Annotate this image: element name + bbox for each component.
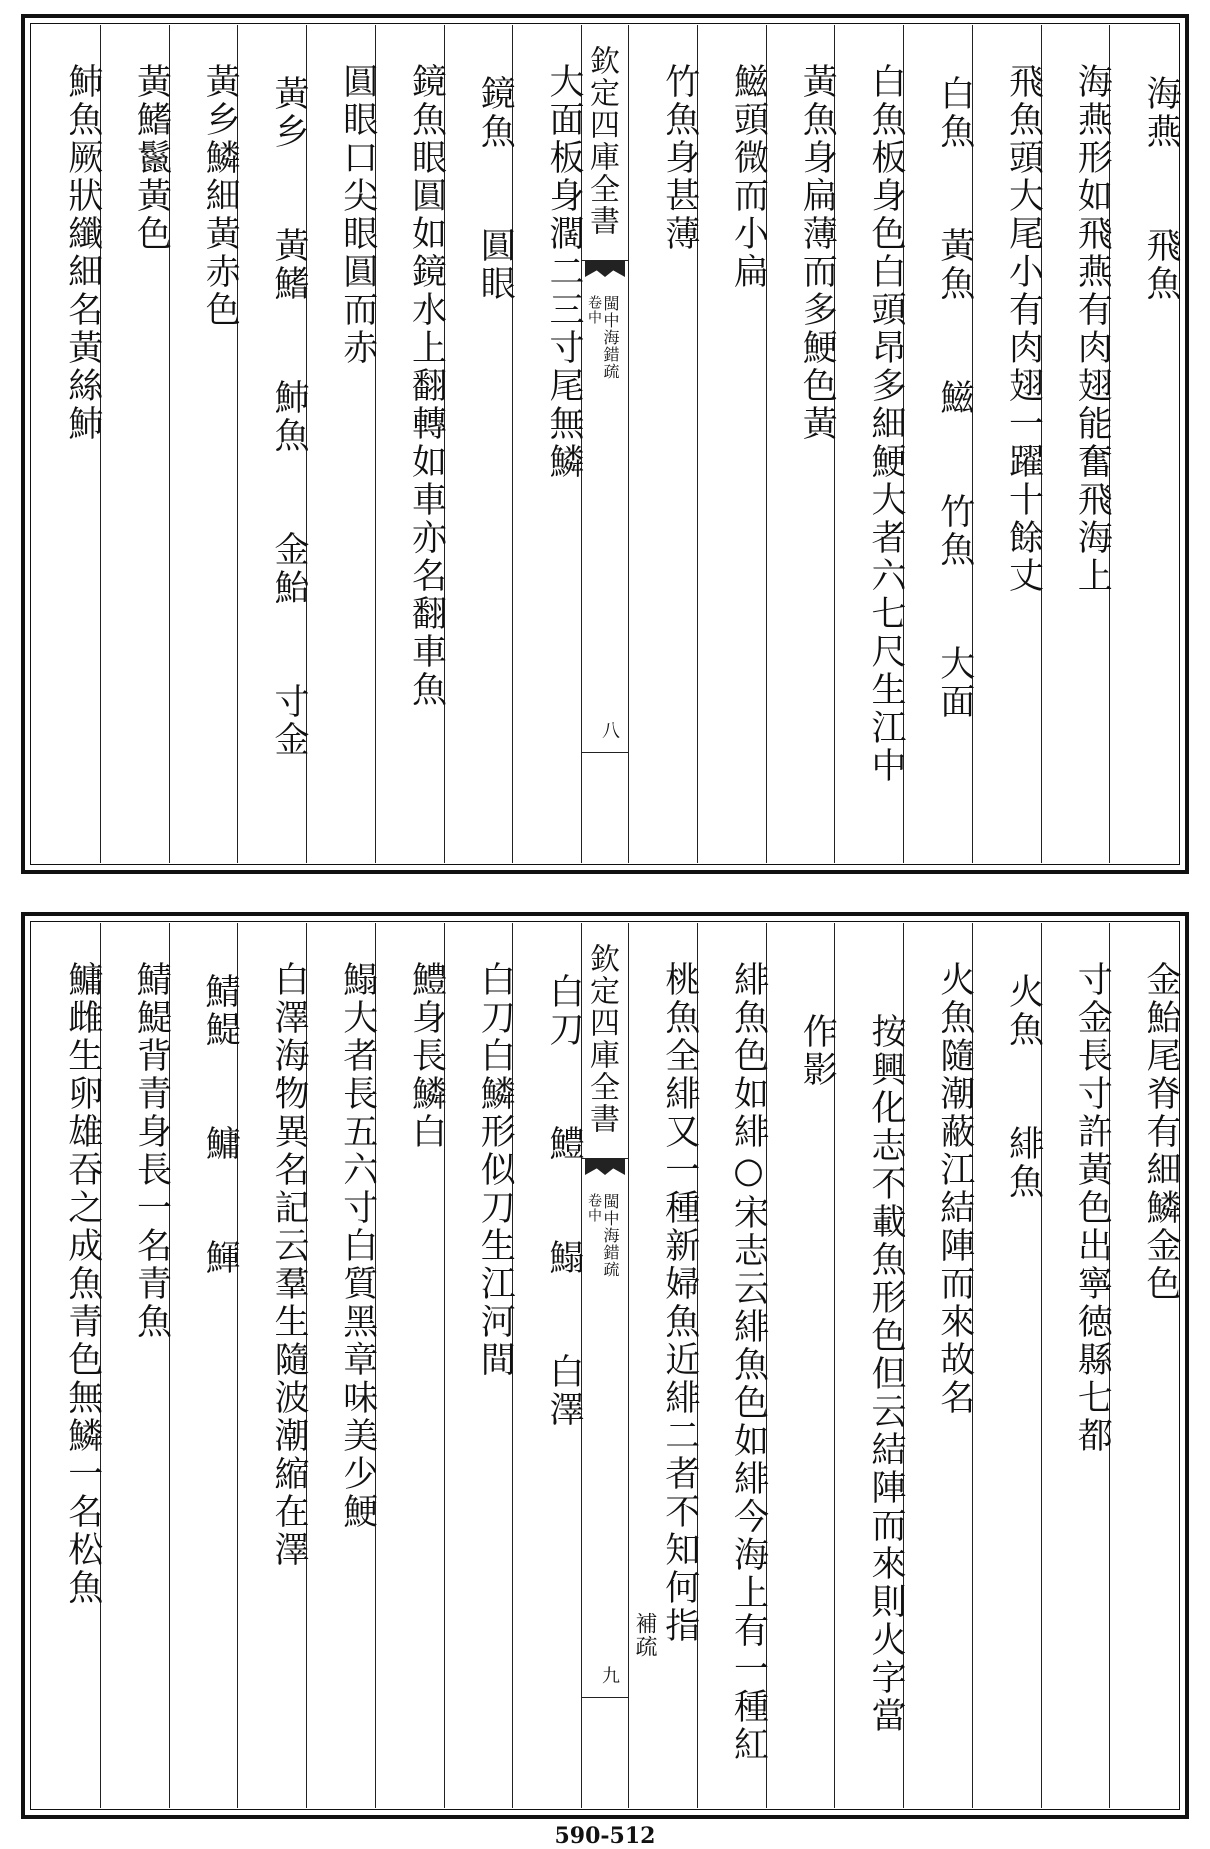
- book-title: 欽定四庫全書: [584, 45, 619, 237]
- text-column: 白刀白鱗形似刀生江河間: [444, 923, 513, 1808]
- bottom-page-columns: [32, 923, 1181, 1808]
- page-number: 590-512: [554, 1823, 656, 1849]
- text-column: 大面板身濶二三寸尾無鱗: [512, 25, 581, 863]
- volume-title: 閩中海錯疏: [601, 1193, 620, 1278]
- text-column: 作影: [766, 923, 835, 1808]
- folio-number: 八: [602, 721, 620, 742]
- text-column: 黃乡 黃鰭 䰽魚 金鮐 寸金: [237, 25, 306, 863]
- center-gutter: [581, 25, 628, 863]
- volume-chapter: 卷中: [586, 1193, 602, 1223]
- text-column: 鰦頭微而小扁: [697, 25, 766, 863]
- text-column: 桃魚全緋又一種新婦魚近緋二者不知何指 補疏: [628, 923, 697, 1808]
- top-page-panel: [21, 14, 1189, 874]
- text-column: 飛魚頭大尾小有肉翅一躍十餘丈: [972, 25, 1041, 863]
- annotation-note: 補疏: [632, 1612, 657, 1658]
- text-column: 竹魚身甚薄: [628, 25, 697, 863]
- book-title: 欽定四庫全書: [584, 943, 619, 1135]
- text-column: 火魚 緋魚: [972, 923, 1041, 1808]
- folio-rule: [582, 1697, 628, 1698]
- text-column: 鱧身長鱗白: [375, 923, 444, 1808]
- text-column: 白魚板身色白頭昂多細鯁大者六七尺生江中: [834, 25, 903, 863]
- top-page-columns: [32, 25, 1181, 863]
- fish-tail-ornament: [582, 260, 628, 261]
- text-column: 圓眼口尖眼圓而赤: [306, 25, 375, 863]
- text-column: 按興化志不載魚形色但云結陣而來則火字當: [834, 923, 903, 1808]
- bottom-page-panel: [21, 912, 1189, 1819]
- text-column: 寸金長寸許黃色出寧徳縣七都: [1041, 923, 1110, 1808]
- text-column: 鯖鯷背青身長一名青魚: [100, 923, 169, 1808]
- text-column: 鱅雌生卵雄吞之成魚青色無鱗一名松魚: [62, 961, 103, 1607]
- text-column: 白刀 鱧 鰨 白澤: [512, 923, 581, 1808]
- text-column: 白魚 黃魚 鰦 竹魚 大面: [903, 25, 972, 863]
- text-column: 緋魚色如緋○宋志云緋魚色如緋今海上有一種紅: [697, 923, 766, 1808]
- text-column: 鯖鯷 鱅 鯶: [169, 923, 238, 1808]
- text-column: 黃鰭鬣黃色: [100, 25, 169, 863]
- text-column: 海燕 飛魚: [1109, 25, 1178, 863]
- text-column: 金鮐尾脊有細鱗金色: [1109, 923, 1178, 1808]
- center-gutter: [581, 923, 628, 1808]
- text-column: 䰽魚厥狀纖細名黃絲䰽: [62, 63, 103, 443]
- text-column: 鏡魚 圓眼: [444, 25, 513, 863]
- folio-number: 九: [602, 1666, 620, 1687]
- text-column: 海燕形如飛燕有肉翅能奮飛海上: [1041, 25, 1110, 863]
- text-column: 黃魚身扁薄而多鯁色黃: [766, 25, 835, 863]
- text-column: 黃乡鱗細黃赤色: [169, 25, 238, 863]
- volume-chapter: 卷中: [586, 295, 602, 325]
- fish-tail-ornament: [582, 1158, 628, 1159]
- text-column: 白澤海物異名記云羣生隨波潮縮在澤: [237, 923, 306, 1808]
- volume-title: 閩中海錯疏: [601, 295, 620, 380]
- text-column: 火魚隨潮蔽江結陣而來故名: [903, 923, 972, 1808]
- text-column: 鰨大者長五六寸白質黑章味美少鯁: [306, 923, 375, 1808]
- text-column: 鏡魚眼圓如鏡水上翻轉如車亦名翻車魚: [375, 25, 444, 863]
- folio-rule: [582, 752, 628, 753]
